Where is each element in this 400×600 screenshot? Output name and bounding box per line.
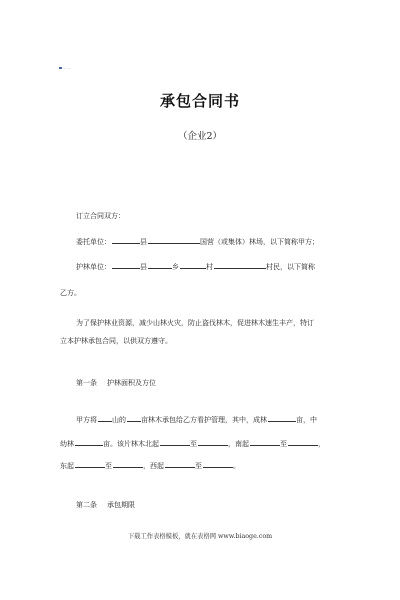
footer-text: 下载工作表格模板，就在表格网 www.biaoge.com xyxy=(127,533,273,540)
a1-text-11: 东起 xyxy=(60,462,74,470)
blank-west-from[interactable] xyxy=(165,460,195,468)
a1-text-5: 幼林 xyxy=(60,440,74,448)
blank-south-from[interactable] xyxy=(250,438,280,446)
article-1-line-1 xyxy=(76,414,317,425)
article-1-line-2 xyxy=(60,438,325,449)
article-1-number: 第一条 xyxy=(76,379,97,387)
article-2-heading xyxy=(76,500,135,510)
blank-total-mu[interactable] xyxy=(127,414,141,422)
corner-mark-icon xyxy=(59,67,62,69)
purpose-line-2: 立本护林承包合同，以供双方遵守。 xyxy=(60,337,172,345)
a1-text-7: 至 xyxy=(190,440,197,448)
a1-text-9: 至 xyxy=(280,440,287,448)
ranger-village: 村 xyxy=(206,263,213,271)
a1-text-12: 至 xyxy=(105,462,112,470)
blank-young-mu[interactable] xyxy=(75,438,103,446)
corner-mark-text: — — xyxy=(63,66,71,70)
a1-text-2: 山的 xyxy=(112,416,126,424)
ranger-line-cont: 乙方。 xyxy=(60,289,81,297)
a1-text-1: 甲方将 xyxy=(76,416,97,424)
blank-ranger-villager[interactable] xyxy=(214,261,266,269)
client-state-owned: 国营（或集体）林场，以下简称甲方； xyxy=(200,238,319,246)
corner-mark xyxy=(59,66,71,70)
blank-east-to[interactable] xyxy=(113,460,143,468)
a1-text-3: 亩林木承包给乙方看护管理，其中，成林 xyxy=(141,416,267,424)
document-title: 承包合同书 xyxy=(159,92,240,110)
ranger-county: 县 xyxy=(140,263,147,271)
document-subtitle: （企业2） xyxy=(177,131,223,142)
blank-mountain[interactable] xyxy=(98,414,112,422)
a1-text-6: 亩。该片林木北起 xyxy=(103,440,159,448)
blank-north-from[interactable] xyxy=(160,438,190,446)
blank-client-farm[interactable] xyxy=(148,236,200,244)
blank-ranger-county[interactable] xyxy=(112,261,140,269)
blank-client-county[interactable] xyxy=(112,236,140,244)
article-1-heading xyxy=(76,378,156,388)
a1-text-13: ，西起 xyxy=(143,462,164,470)
ranger-label: 护林单位： xyxy=(76,263,111,271)
blank-east-from[interactable] xyxy=(75,460,105,468)
purpose-line-1: 为了保护林业资源，减少山林火灾，防止盗伐林木，促进林木速生丰产，特订 xyxy=(76,319,314,327)
article-2-title: 承包期限 xyxy=(107,501,135,509)
blank-north-to[interactable] xyxy=(198,438,228,446)
a1-text-15: 。 xyxy=(233,462,240,470)
a1-text-8: ，南起 xyxy=(228,440,249,448)
client-line xyxy=(76,236,319,247)
client-label: 委托单位： xyxy=(76,238,111,246)
blank-mature-mu[interactable] xyxy=(268,414,296,422)
article-1-line-3 xyxy=(60,460,240,471)
blank-ranger-township[interactable] xyxy=(148,261,172,269)
article-1-title: 护林面积及方位 xyxy=(107,379,156,387)
blank-south-to[interactable] xyxy=(288,438,318,446)
a1-text-4: 亩，中 xyxy=(296,416,317,424)
ranger-line xyxy=(76,261,315,272)
parties-intro: 订立合同双方： xyxy=(76,212,125,220)
client-county: 县 xyxy=(140,238,147,246)
blank-west-to[interactable] xyxy=(203,460,233,468)
ranger-township: 乡 xyxy=(172,263,179,271)
ranger-villager: 村民，以下简称 xyxy=(266,263,315,271)
blank-ranger-village[interactable] xyxy=(180,261,206,269)
a1-text-14: 至 xyxy=(195,462,202,470)
article-2-number: 第二条 xyxy=(76,501,97,509)
a1-text-10: ， xyxy=(318,440,325,448)
